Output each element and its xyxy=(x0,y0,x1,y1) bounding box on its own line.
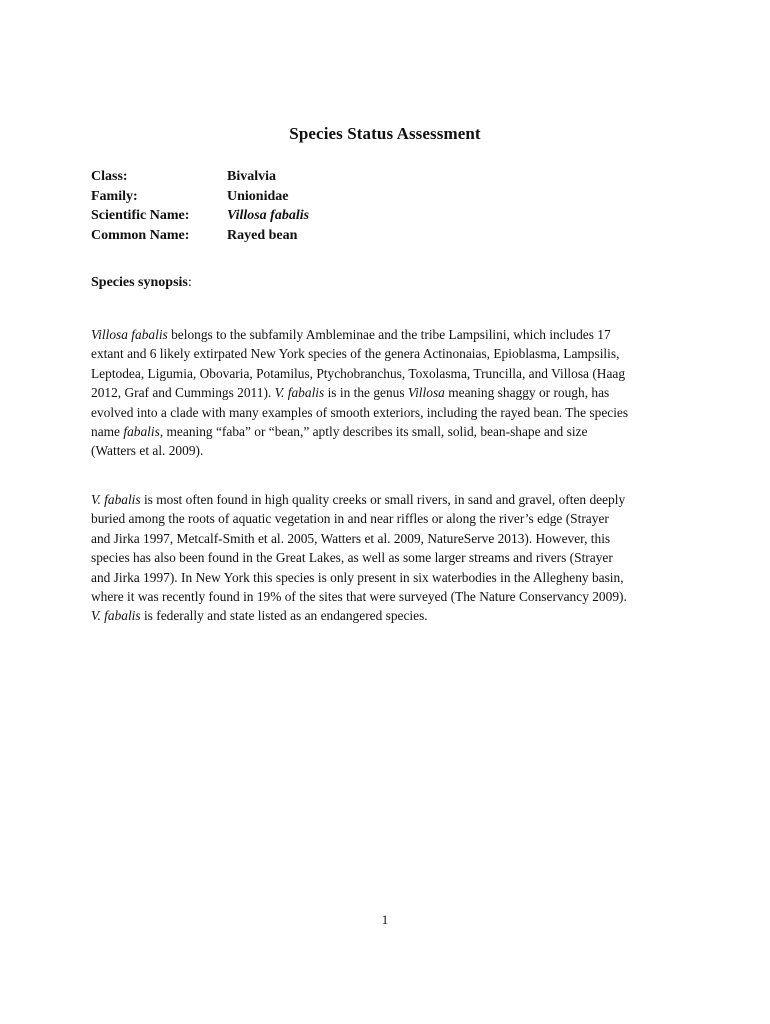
paragraph-line xyxy=(91,490,691,509)
species-name-italic: V. fabalis xyxy=(274,385,325,401)
paragraph-text: name xyxy=(91,424,124,440)
paragraph-line xyxy=(91,422,691,441)
page-title: Species Status Assessment xyxy=(289,124,481,143)
paragraph-line: and Jirka 1997). In New York this species is only present in six waterbodies in the Allegheny basin, xyxy=(91,569,624,585)
paragraph-text: meaning “faba” or “bean,” aptly describes its small, solid, bean-shape and size xyxy=(163,424,588,440)
synopsis-heading xyxy=(91,275,192,291)
common-name-value: Rayed bean xyxy=(227,227,298,243)
genus-name-italic: Villosa xyxy=(407,385,445,401)
class-label: Class: xyxy=(91,169,128,184)
paragraph-line: and Jirka 1997, Metcalf-Smith et al. 2005, Watters et al. 2009, NatureServe 2013). However, this xyxy=(91,530,611,546)
paragraph-text: meaning shaggy or rough, has xyxy=(444,385,610,401)
species-name-italic: Villosa fabalis xyxy=(91,327,168,342)
paragraph-line xyxy=(91,606,691,625)
species-name-italic: V. fabalis xyxy=(91,608,141,624)
paragraph-text: is in the genus xyxy=(324,385,408,401)
paragraph-line: where it was recently found in 19% of the sites that were surveyed (The Nature Conservancy 2009). xyxy=(91,589,627,605)
paragraph-line: buried among the roots of aquatic vegetation in and near riffles or along the river’s edge (Strayer xyxy=(91,511,609,527)
synopsis-heading-colon: : xyxy=(187,275,192,290)
paragraph-line xyxy=(91,325,691,344)
synopsis-heading-text: Species synopsis xyxy=(91,275,188,290)
paragraph-text: belongs to the subfamily Ambleminae and the tribe Lampsilini, which includes 17 xyxy=(167,327,611,342)
synopsis-paragraph-2 xyxy=(91,490,691,626)
class-row xyxy=(91,167,309,187)
species-name-italic: V. fabalis xyxy=(91,492,141,507)
scientific-name-value: Villosa fabalis xyxy=(227,208,310,223)
class-value: Bivalvia xyxy=(227,169,277,184)
synopsis-paragraph-1 xyxy=(91,325,691,461)
page-number: 1 xyxy=(381,912,389,927)
scientific-name-row xyxy=(91,206,309,226)
paragraph-line xyxy=(91,383,691,402)
paragraph-line: evolved into a clade with many examples of smooth exteriors, including the rayed bean. The species xyxy=(91,404,629,420)
paragraph-line: Leptodea, Ligumia, Obovaria, Potamilus, Ptychobranchus, Toxolasma, Truncilla, and Villosa (Haag xyxy=(91,365,626,381)
paragraph-text: is federally and state listed as an endangered species. xyxy=(140,608,428,624)
epithet-italic: fabalis, xyxy=(123,424,164,440)
common-name-row xyxy=(91,226,309,246)
paragraph-text: 2012, Graf and Cummings 2011). xyxy=(91,385,275,401)
family-value: Unionidae xyxy=(227,188,289,204)
species-metadata xyxy=(91,167,309,245)
family-label: Family: xyxy=(91,188,138,204)
paragraph-line: extant and 6 likely extirpated New York species of the genera Actinonaias, Epioblasma, Lampsilis, xyxy=(91,346,620,362)
paragraph-line: (Watters et al. 2009). xyxy=(91,443,204,459)
paragraph-line: species has also been found in the Great Lakes, as well as some larger streams and rivers (Strayer xyxy=(91,550,613,566)
common-name-label: Common Name: xyxy=(91,227,190,243)
scientific-name-label: Scientific Name: xyxy=(91,208,190,223)
family-row xyxy=(91,187,309,207)
paragraph-text: is most often found in high quality creeks or small rivers, in sand and gravel, often deeply xyxy=(140,492,626,507)
